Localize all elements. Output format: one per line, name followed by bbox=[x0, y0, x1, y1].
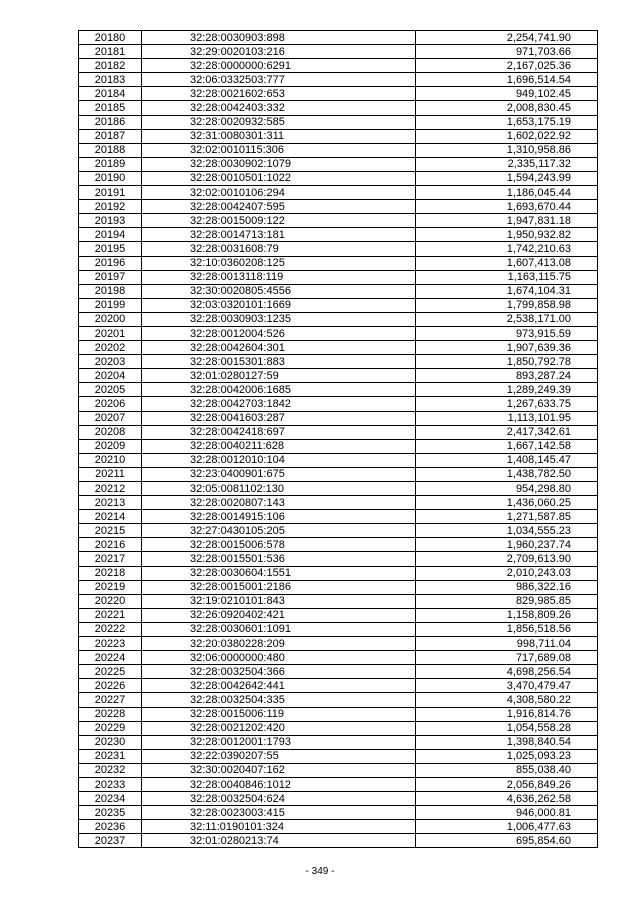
cadastral-number-cell: 32:28:0015301:883 bbox=[142, 355, 416, 369]
row-number-cell: 20189 bbox=[79, 157, 142, 171]
table-row bbox=[79, 312, 598, 326]
value-cell: 1,667,142.58 bbox=[416, 439, 598, 453]
cadastral-number-cell: 32:28:0042006:1685 bbox=[142, 383, 416, 397]
row-number-cell: 20185 bbox=[79, 101, 142, 115]
row-number-cell: 20219 bbox=[79, 580, 142, 594]
value-cell: 1,799,858.98 bbox=[416, 298, 598, 312]
table-row bbox=[79, 749, 598, 763]
cadastral-number-cell: 32:28:0042407:595 bbox=[142, 200, 416, 214]
row-number-cell: 20191 bbox=[79, 186, 142, 200]
table-row bbox=[79, 721, 598, 735]
cadastral-number-cell: 32:28:0015006:578 bbox=[142, 538, 416, 552]
cadastral-number-cell: 32:28:0021202:420 bbox=[142, 721, 416, 735]
table-row bbox=[79, 594, 598, 608]
table-row bbox=[79, 341, 598, 355]
table-row bbox=[79, 143, 598, 157]
row-number-cell: 20235 bbox=[79, 806, 142, 820]
value-cell: 1,408,145.47 bbox=[416, 453, 598, 467]
table-row bbox=[79, 228, 598, 242]
row-number-cell: 20224 bbox=[79, 651, 142, 665]
table-row bbox=[79, 214, 598, 228]
table-row bbox=[79, 115, 598, 129]
cadastral-number-cell: 32:02:0010106:294 bbox=[142, 186, 416, 200]
cadastral-number-cell: 32:28:0030903:898 bbox=[142, 31, 416, 45]
value-cell: 1,158,809.26 bbox=[416, 608, 598, 622]
table-row bbox=[79, 73, 598, 87]
value-cell: 4,636,262.58 bbox=[416, 792, 598, 806]
table-row bbox=[79, 482, 598, 496]
cadastral-number-cell: 32:28:0013118:119 bbox=[142, 270, 416, 284]
value-cell: 1,594,243.99 bbox=[416, 171, 598, 185]
cadastral-number-cell: 32:03:0320101:1669 bbox=[142, 298, 416, 312]
cadastral-number-cell: 32:06:0000000:480 bbox=[142, 651, 416, 665]
table-row bbox=[79, 59, 598, 73]
value-cell: 2,167,025.36 bbox=[416, 59, 598, 73]
table-row bbox=[79, 777, 598, 791]
value-cell: 1,034,555.23 bbox=[416, 524, 598, 538]
row-number-cell: 20220 bbox=[79, 594, 142, 608]
table-row bbox=[79, 763, 598, 777]
table-row bbox=[79, 510, 598, 524]
cadastral-value-table bbox=[78, 30, 598, 848]
row-number-cell: 20205 bbox=[79, 383, 142, 397]
table-body bbox=[79, 31, 598, 848]
table-row bbox=[79, 679, 598, 693]
row-number-cell: 20206 bbox=[79, 397, 142, 411]
row-number-cell: 20223 bbox=[79, 637, 142, 651]
value-cell: 946,000.81 bbox=[416, 806, 598, 820]
cadastral-number-cell: 32:28:0010501:1022 bbox=[142, 171, 416, 185]
value-cell: 1,850,792.78 bbox=[416, 355, 598, 369]
table-row bbox=[79, 369, 598, 383]
row-number-cell: 20217 bbox=[79, 552, 142, 566]
cadastral-number-cell: 32:28:0040846:1012 bbox=[142, 777, 416, 791]
table-row bbox=[79, 200, 598, 214]
cadastral-number-cell: 32:28:0032504:624 bbox=[142, 792, 416, 806]
value-cell: 1,607,413.08 bbox=[416, 256, 598, 270]
table-row bbox=[79, 31, 598, 45]
row-number-cell: 20190 bbox=[79, 171, 142, 185]
cadastral-number-cell: 32:28:0020807:143 bbox=[142, 496, 416, 510]
row-number-cell: 20236 bbox=[79, 820, 142, 834]
table-row bbox=[79, 566, 598, 580]
row-number-cell: 20200 bbox=[79, 312, 142, 326]
table-row bbox=[79, 693, 598, 707]
cadastral-number-cell: 32:27:0430105:205 bbox=[142, 524, 416, 538]
row-number-cell: 20202 bbox=[79, 341, 142, 355]
cadastral-number-cell: 32:05:0081102:130 bbox=[142, 482, 416, 496]
value-cell: 2,709,613.90 bbox=[416, 552, 598, 566]
cadastral-number-cell: 32:23:0400901:675 bbox=[142, 467, 416, 481]
table-row bbox=[79, 383, 598, 397]
cadastral-number-cell: 32:28:0012010:104 bbox=[142, 453, 416, 467]
value-cell: 2,056,849.26 bbox=[416, 777, 598, 791]
value-cell: 1,653,175.19 bbox=[416, 115, 598, 129]
cadastral-number-cell: 32:28:0041603:287 bbox=[142, 411, 416, 425]
row-number-cell: 20225 bbox=[79, 665, 142, 679]
cadastral-number-cell: 32:28:0015001:2186 bbox=[142, 580, 416, 594]
value-cell: 971,703.66 bbox=[416, 45, 598, 59]
table-row bbox=[79, 651, 598, 665]
row-number-cell: 20208 bbox=[79, 425, 142, 439]
value-cell: 2,254,741.90 bbox=[416, 31, 598, 45]
row-number-cell: 20209 bbox=[79, 439, 142, 453]
row-number-cell: 20184 bbox=[79, 87, 142, 101]
cadastral-number-cell: 32:02:0010115:306 bbox=[142, 143, 416, 157]
row-number-cell: 20210 bbox=[79, 453, 142, 467]
value-cell: 1,742,210.63 bbox=[416, 242, 598, 256]
table-row bbox=[79, 397, 598, 411]
value-cell: 1,186,045.44 bbox=[416, 186, 598, 200]
table-row bbox=[79, 425, 598, 439]
cadastral-number-cell: 32:28:0042642:441 bbox=[142, 679, 416, 693]
table-row bbox=[79, 467, 598, 481]
row-number-cell: 20214 bbox=[79, 510, 142, 524]
cadastral-number-cell: 32:28:0012001:1793 bbox=[142, 735, 416, 749]
cadastral-number-cell: 32:28:0042604:301 bbox=[142, 341, 416, 355]
table-row bbox=[79, 186, 598, 200]
row-number-cell: 20230 bbox=[79, 735, 142, 749]
value-cell: 1,602,022.92 bbox=[416, 129, 598, 143]
table-row bbox=[79, 608, 598, 622]
row-number-cell: 20228 bbox=[79, 707, 142, 721]
value-cell: 829,985.85 bbox=[416, 594, 598, 608]
row-number-cell: 20195 bbox=[79, 242, 142, 256]
table-row bbox=[79, 665, 598, 679]
table-row bbox=[79, 171, 598, 185]
cadastral-number-cell: 32:28:0031608:79 bbox=[142, 242, 416, 256]
cadastral-number-cell: 32:28:0030604:1551 bbox=[142, 566, 416, 580]
value-cell: 1,267,633.75 bbox=[416, 397, 598, 411]
cadastral-number-cell: 32:28:0042703:1842 bbox=[142, 397, 416, 411]
row-number-cell: 20216 bbox=[79, 538, 142, 552]
row-number-cell: 20215 bbox=[79, 524, 142, 538]
value-cell: 1,696,514.54 bbox=[416, 73, 598, 87]
row-number-cell: 20187 bbox=[79, 129, 142, 143]
row-number-cell: 20188 bbox=[79, 143, 142, 157]
row-number-cell: 20218 bbox=[79, 566, 142, 580]
value-cell: 1,438,782.50 bbox=[416, 467, 598, 481]
value-cell: 1,436,060.25 bbox=[416, 496, 598, 510]
cadastral-number-cell: 32:28:0012004:526 bbox=[142, 326, 416, 340]
value-cell: 717,689.08 bbox=[416, 651, 598, 665]
value-cell: 1,674,104.31 bbox=[416, 284, 598, 298]
table-row bbox=[79, 157, 598, 171]
value-cell: 1,289,249.39 bbox=[416, 383, 598, 397]
table-row bbox=[79, 411, 598, 425]
value-cell: 954,298.80 bbox=[416, 482, 598, 496]
row-number-cell: 20211 bbox=[79, 467, 142, 481]
row-number-cell: 20193 bbox=[79, 214, 142, 228]
value-cell: 2,417,342.61 bbox=[416, 425, 598, 439]
table-row bbox=[79, 326, 598, 340]
cadastral-number-cell: 32:19:0210101:843 bbox=[142, 594, 416, 608]
value-cell: 1,025,093.23 bbox=[416, 749, 598, 763]
value-cell: 4,308,580.22 bbox=[416, 693, 598, 707]
table-row bbox=[79, 298, 598, 312]
value-cell: 1,856,518.56 bbox=[416, 622, 598, 636]
value-cell: 2,335,117.32 bbox=[416, 157, 598, 171]
table-row bbox=[79, 834, 598, 848]
table-row bbox=[79, 87, 598, 101]
value-cell: 2,008,830.45 bbox=[416, 101, 598, 115]
value-cell: 2,010,243.03 bbox=[416, 566, 598, 580]
table-row bbox=[79, 453, 598, 467]
value-cell: 1,398,840.54 bbox=[416, 735, 598, 749]
table-row bbox=[79, 284, 598, 298]
table-row bbox=[79, 707, 598, 721]
cadastral-number-cell: 32:28:0015501:536 bbox=[142, 552, 416, 566]
row-number-cell: 20201 bbox=[79, 326, 142, 340]
table-row bbox=[79, 820, 598, 834]
value-cell: 4,698,256.54 bbox=[416, 665, 598, 679]
row-number-cell: 20192 bbox=[79, 200, 142, 214]
cadastral-number-cell: 32:28:0021602:653 bbox=[142, 87, 416, 101]
cadastral-number-cell: 32:28:0023003:415 bbox=[142, 806, 416, 820]
table-row bbox=[79, 524, 598, 538]
row-number-cell: 20204 bbox=[79, 369, 142, 383]
cadastral-number-cell: 32:01:0280127:59 bbox=[142, 369, 416, 383]
value-cell: 1,960,237.74 bbox=[416, 538, 598, 552]
row-number-cell: 20203 bbox=[79, 355, 142, 369]
cadastral-number-cell: 32:28:0042403:332 bbox=[142, 101, 416, 115]
cadastral-number-cell: 32:28:0030903:1235 bbox=[142, 312, 416, 326]
value-cell: 986,322.16 bbox=[416, 580, 598, 594]
row-number-cell: 20181 bbox=[79, 45, 142, 59]
cadastral-number-cell: 32:28:0030601:1091 bbox=[142, 622, 416, 636]
value-cell: 1,163,115.75 bbox=[416, 270, 598, 284]
value-cell: 1,054,558.28 bbox=[416, 721, 598, 735]
table-row bbox=[79, 129, 598, 143]
row-number-cell: 20237 bbox=[79, 834, 142, 848]
value-cell: 1,006,477.63 bbox=[416, 820, 598, 834]
cadastral-number-cell: 32:28:0042418:697 bbox=[142, 425, 416, 439]
cadastral-number-cell: 32:28:0032504:335 bbox=[142, 693, 416, 707]
cadastral-number-cell: 32:28:0030902:1079 bbox=[142, 157, 416, 171]
cadastral-number-cell: 32:06:0332503:777 bbox=[142, 73, 416, 87]
cadastral-number-cell: 32:28:0020932:585 bbox=[142, 115, 416, 129]
table-row bbox=[79, 735, 598, 749]
cadastral-number-cell: 32:10:0360208:125 bbox=[142, 256, 416, 270]
row-number-cell: 20213 bbox=[79, 496, 142, 510]
value-cell: 2,538,171.00 bbox=[416, 312, 598, 326]
row-number-cell: 20212 bbox=[79, 482, 142, 496]
table-row bbox=[79, 496, 598, 510]
table-row bbox=[79, 242, 598, 256]
table-row bbox=[79, 45, 598, 59]
cadastral-number-cell: 32:20:0380228:209 bbox=[142, 637, 416, 651]
cadastral-number-cell: 32:28:0015009:122 bbox=[142, 214, 416, 228]
table-row bbox=[79, 538, 598, 552]
value-cell: 973,915.59 bbox=[416, 326, 598, 340]
row-number-cell: 20221 bbox=[79, 608, 142, 622]
cadastral-number-cell: 32:28:0014915:106 bbox=[142, 510, 416, 524]
row-number-cell: 20194 bbox=[79, 228, 142, 242]
row-number-cell: 20197 bbox=[79, 270, 142, 284]
cadastral-number-cell: 32:31:0080301:311 bbox=[142, 129, 416, 143]
table-row bbox=[79, 806, 598, 820]
value-cell: 1,113,101.95 bbox=[416, 411, 598, 425]
row-number-cell: 20196 bbox=[79, 256, 142, 270]
row-number-cell: 20227 bbox=[79, 693, 142, 707]
value-cell: 855,038.40 bbox=[416, 763, 598, 777]
table-row bbox=[79, 552, 598, 566]
table-row bbox=[79, 580, 598, 594]
cadastral-number-cell: 32:28:0000000:6291 bbox=[142, 59, 416, 73]
cadastral-number-cell: 32:26:0920402:421 bbox=[142, 608, 416, 622]
row-number-cell: 20231 bbox=[79, 749, 142, 763]
value-cell: 893,287.24 bbox=[416, 369, 598, 383]
row-number-cell: 20222 bbox=[79, 622, 142, 636]
value-cell: 1,693,670.44 bbox=[416, 200, 598, 214]
cadastral-number-cell: 32:30:0020407:162 bbox=[142, 763, 416, 777]
row-number-cell: 20234 bbox=[79, 792, 142, 806]
row-number-cell: 20180 bbox=[79, 31, 142, 45]
value-cell: 1,950,932.82 bbox=[416, 228, 598, 242]
row-number-cell: 20226 bbox=[79, 679, 142, 693]
value-cell: 998,711.04 bbox=[416, 637, 598, 651]
cadastral-number-cell: 32:28:0014713:181 bbox=[142, 228, 416, 242]
row-number-cell: 20186 bbox=[79, 115, 142, 129]
row-number-cell: 20207 bbox=[79, 411, 142, 425]
row-number-cell: 20182 bbox=[79, 59, 142, 73]
row-number-cell: 20232 bbox=[79, 763, 142, 777]
value-cell: 1,907,639.36 bbox=[416, 341, 598, 355]
cadastral-number-cell: 32:28:0032504:366 bbox=[142, 665, 416, 679]
cadastral-number-cell: 32:22:0390207:55 bbox=[142, 749, 416, 763]
row-number-cell: 20183 bbox=[79, 73, 142, 87]
value-cell: 1,916,814.76 bbox=[416, 707, 598, 721]
row-number-cell: 20199 bbox=[79, 298, 142, 312]
value-cell: 949,102.45 bbox=[416, 87, 598, 101]
cadastral-number-cell: 32:28:0040211:628 bbox=[142, 439, 416, 453]
table-row bbox=[79, 792, 598, 806]
row-number-cell: 20229 bbox=[79, 721, 142, 735]
table-row bbox=[79, 101, 598, 115]
table-row bbox=[79, 256, 598, 270]
cadastral-number-cell: 32:01:0280213:74 bbox=[142, 834, 416, 848]
value-cell: 695,854.60 bbox=[416, 834, 598, 848]
cadastral-number-cell: 32:28:0015006:119 bbox=[142, 707, 416, 721]
value-cell: 1,271,587.85 bbox=[416, 510, 598, 524]
table-row bbox=[79, 439, 598, 453]
page-number: - 349 - bbox=[305, 866, 335, 877]
row-number-cell: 20233 bbox=[79, 777, 142, 791]
table-row bbox=[79, 355, 598, 369]
table-row bbox=[79, 270, 598, 284]
cadastral-number-cell: 32:30:0020805:4556 bbox=[142, 284, 416, 298]
value-cell: 3,470,479.47 bbox=[416, 679, 598, 693]
value-cell: 1,947,831.18 bbox=[416, 214, 598, 228]
value-cell: 1,310,958.86 bbox=[416, 143, 598, 157]
row-number-cell: 20198 bbox=[79, 284, 142, 298]
cadastral-number-cell: 32:29:0020103:216 bbox=[142, 45, 416, 59]
table-row bbox=[79, 622, 598, 636]
cadastral-number-cell: 32:11:0190101:324 bbox=[142, 820, 416, 834]
table-row bbox=[79, 637, 598, 651]
